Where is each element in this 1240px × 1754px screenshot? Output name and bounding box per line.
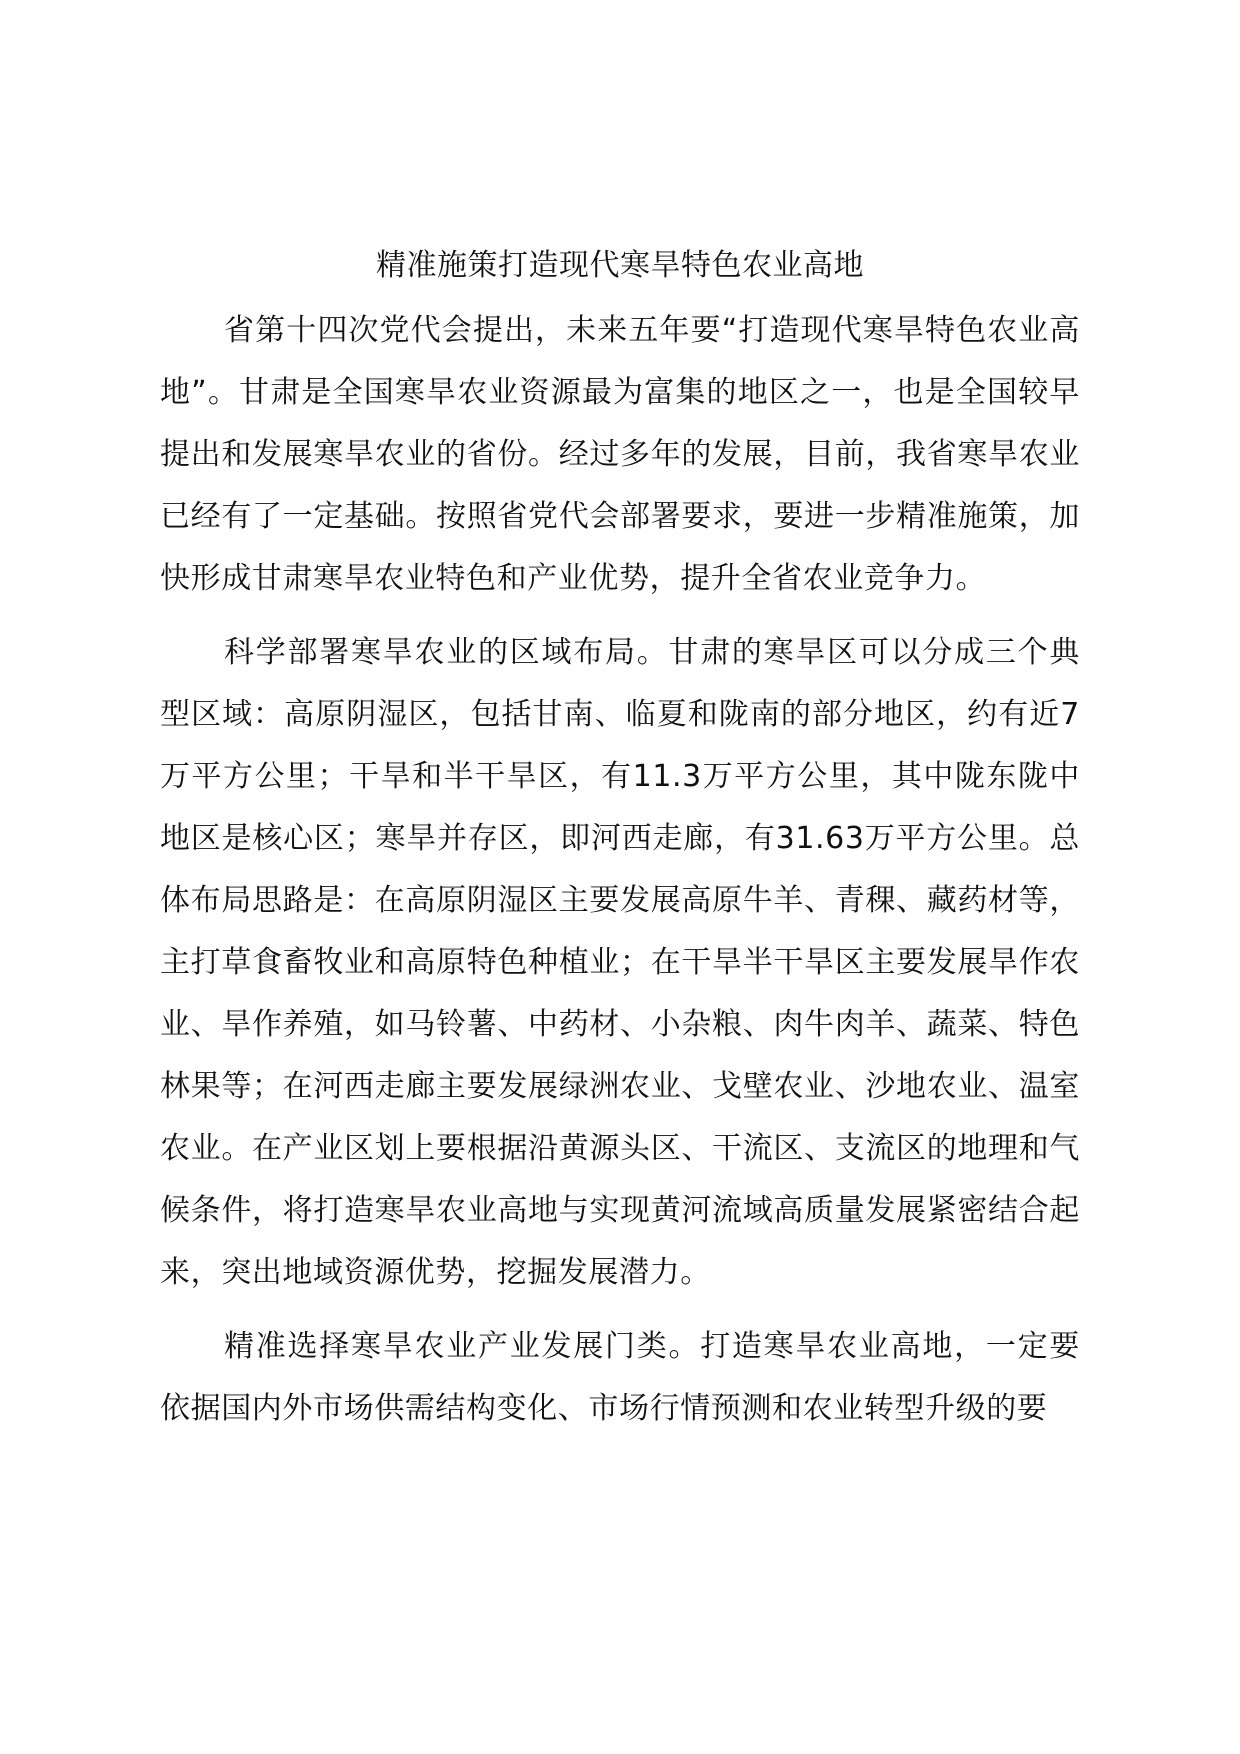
paragraph-regional-layout: 科学部署寒旱农业的区域布局。甘肃的寒旱区可以分成三个典型区域：高原阴湿区，包括甘南、临夏和陇南的部分地区，约有近7万平方公里；干旱和半干旱区，有11.3万平方公里，其中陇东陇中地区是核心区；寒旱并存区，即河西走廊，有31.63万平方公里。总体布局思路是：在高原阴湿区主要发展高原牛羊、青稞、藏药材等，主打草食畜牧业和高原特色种植业；在干旱半干旱区主要发展旱作农业、旱作养殖，如马铃薯、中药材、小杂粮、肉牛肉羊、蔬菜、特色林果等；在河西走廊主要发展绿洲农业、戈壁农业、沙地农业、温室农业。在产业区划上要根据沿黄源头区、干流区、支流区的地理和气候条件，将打造寒旱农业高地与实现黄河流域高质量发展紧密结合起来，突出地域资源优势，挖掘发展潜力。 (160, 635, 1080, 1290)
document-title: 精准施策打造现代寒旱特色农业高地 (376, 248, 864, 283)
paragraph-intro: 省第十四次党代会提出，未来五年要“打造现代寒旱特色农业高地”。甘肃是全国寒旱农业资源最为富集的地区之一，也是全国较早提出和发展寒旱农业的省份。经过多年的发展，目前，我省寒旱农业已经有了一定基础。按照省党代会部署要求，要进一步精准施策，加快形成甘肃寒旱农业特色和产业优势，提升全省农业竞争力。 (160, 313, 1080, 596)
document-page (160, 236, 1080, 1440)
paragraph-industry-selection: 精准选择寒旱农业产业发展门类。打造寒旱农业高地，一定要依据国内外市场供需结构变化、市场行情预测和农业转型升级的要 (160, 1329, 1080, 1426)
